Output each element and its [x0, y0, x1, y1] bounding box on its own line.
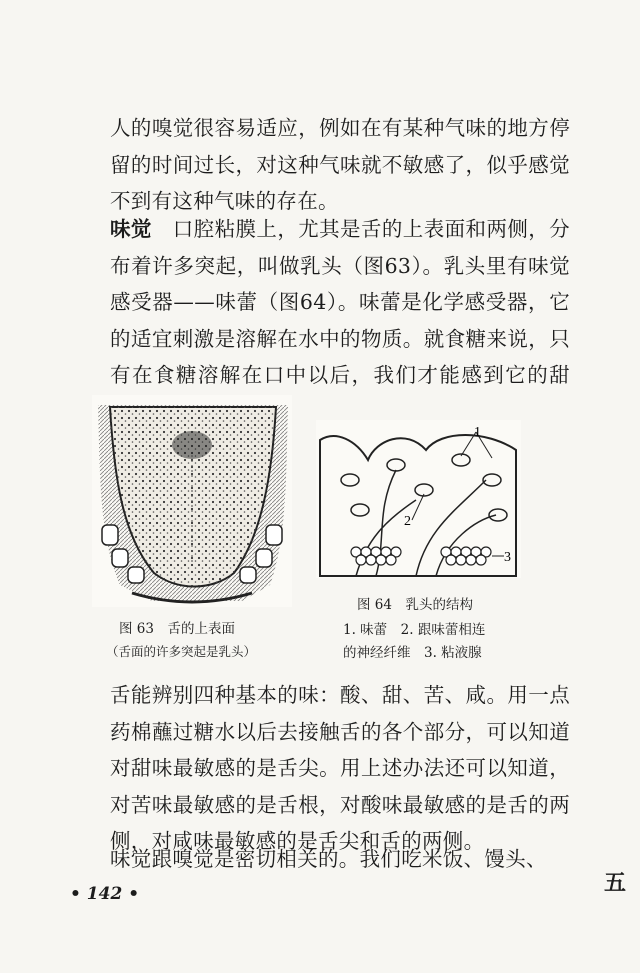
page-number: • 142 • [70, 884, 140, 904]
figure-63-caption: 图 63 舌的上表面 [119, 621, 235, 637]
figure-64-caption: 图 64 乳头的结构 [357, 597, 473, 613]
figure-64-legend-line1: 1. 味蕾 2. 跟味蕾相连 [343, 622, 486, 638]
figure-63-note: （舌面的许多突起是乳头） [106, 644, 257, 659]
paragraph-taste-smell: 味觉跟嗅觉是密切相关的。我们吃米饭、馒头、 [110, 847, 547, 871]
label-1: 1 [474, 425, 481, 440]
chapter-side-mark: 五 [604, 870, 627, 896]
label-3: 3 [504, 550, 511, 565]
tongue-illustration [92, 395, 292, 607]
label-2: 2 [404, 514, 411, 529]
paragraph-four-tastes: 舌能辨别四种基本的味：酸、甜、苦、咸。用一点药棉蘸过糖水以后去接触舌的各个部分，可以知道对甜味最敏感的是舌尖。用上述办法还可以知道，对苦味最敏感的是舌根，对酸味最敏感的是舌的两侧，对咸味最敏感的是舌尖和舌的两侧。 [110, 683, 570, 853]
figure-64-papilla [316, 420, 521, 578]
paragraph-taste-body: 口腔粘膜上，尤其是舌的上表面和两侧，分布着许多突起，叫做乳头（图63）。乳头里有味觉感受器——味蕾（图64）。味蕾是化学感受器，它的适宜刺激是溶解在水中的物质。就食糖来说，只有在食糖溶解在口中以后，我们才能感到它的甜 [110, 217, 570, 387]
figure-63-tongue [92, 395, 292, 607]
paragraph-smell-adaptation: 人的嗅觉很容易适应，例如在有某种气味的地方停留的时间过长，对这种气味就不敏感了，似乎感觉不到有这种气味的存在。 [110, 116, 570, 213]
figure-64-legend-line2: 的神经纤维 3. 粘液腺 [343, 645, 482, 661]
section-heading-taste: 味觉 [110, 217, 152, 241]
papilla-illustration [316, 420, 521, 578]
